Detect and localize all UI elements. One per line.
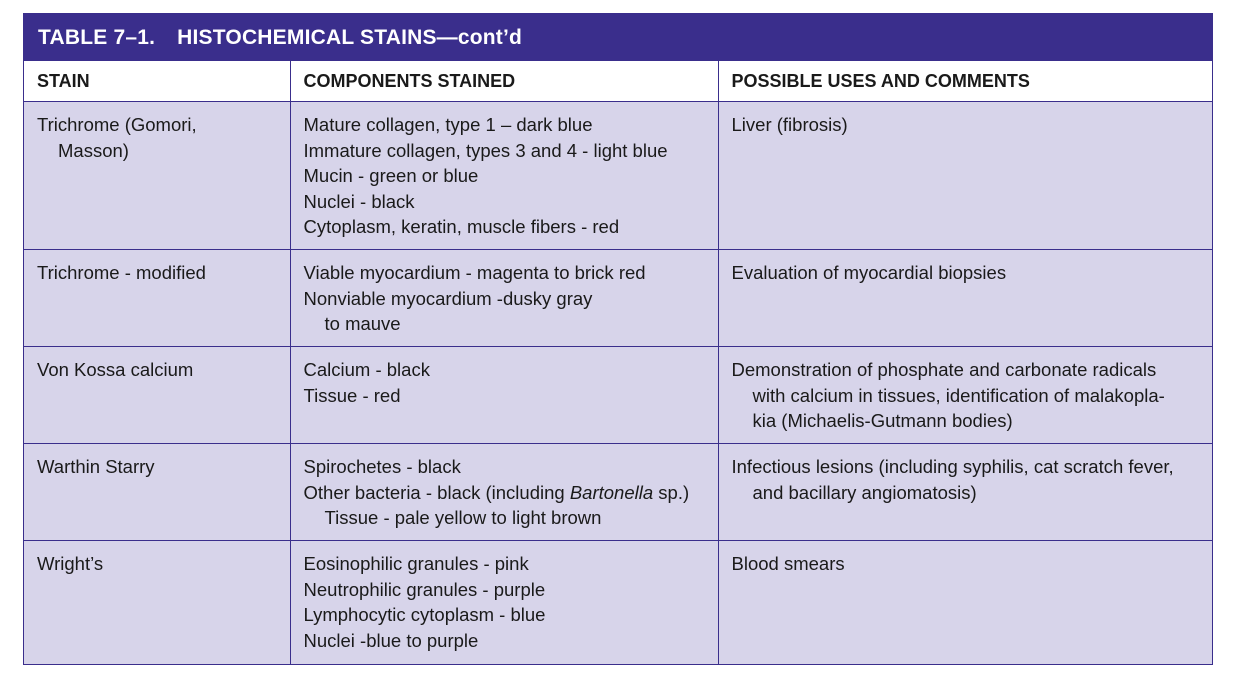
histochemical-stains-table	[23, 13, 1213, 665]
stain-name-line: Warthin Starry	[37, 456, 155, 477]
component-line	[304, 480, 705, 506]
component-line: Immature collagen, types 3 and 4 - light blue	[303, 139, 668, 161]
uses-cell	[718, 541, 1212, 665]
uses-line: Demonstration of phosphate and carbonate radicals	[731, 359, 1157, 380]
component-line: Lymphocytic cytoplasm - blue	[303, 604, 546, 626]
header-row	[24, 61, 1212, 102]
component-text: sp.)	[653, 481, 690, 503]
header-stain: STAIN	[24, 61, 290, 102]
components-cell	[290, 444, 718, 541]
stain-cell	[24, 541, 290, 665]
uses-line: with calcium in tissues, identification of malakopla-	[752, 384, 1165, 406]
uses-line: kia (Michaelis-Gutmann bodies)	[752, 410, 1013, 432]
component-line: Nonviable myocardium -dusky gray	[303, 287, 593, 309]
components-cell	[290, 102, 718, 250]
stain-cell	[24, 347, 290, 444]
components-cell	[290, 541, 718, 665]
table-number: TABLE 7–1.	[38, 25, 156, 49]
component-line: Eosinophilic granules - pink	[303, 553, 529, 574]
uses-line: and bacillary angiomatosis)	[752, 481, 977, 503]
stain-cell	[24, 102, 290, 250]
stain-cell	[24, 250, 290, 347]
stain-cell	[24, 444, 290, 541]
component-line: Tissue - red	[303, 384, 401, 406]
stain-name-line: Von Kossa calcium	[37, 359, 194, 380]
component-line: Mucin - green or blue	[303, 165, 479, 187]
header-uses: POSSIBLE USES AND COMMENTS	[718, 61, 1212, 102]
header-components: COMPONENTS STAINED	[290, 61, 718, 102]
component-line: Calcium - black	[303, 359, 430, 380]
uses-line: Liver (fibrosis)	[731, 114, 848, 135]
components-cell	[290, 250, 718, 347]
uses-line: Evaluation of myocardial biopsies	[731, 262, 1007, 283]
table-row	[24, 102, 1212, 250]
table-title-bar	[24, 14, 1212, 61]
stain-name-line: Trichrome (Gomori,	[37, 114, 197, 135]
component-text: Other bacteria - black (including	[303, 481, 570, 503]
component-line: to mauve	[324, 313, 401, 335]
table-row	[24, 347, 1212, 444]
uses-cell	[718, 347, 1212, 444]
table-title: HISTOCHEMICAL STAINS—cont’d	[177, 25, 523, 49]
stain-name-line: Wright’s	[37, 553, 104, 574]
table-row	[24, 250, 1212, 347]
uses-line: Infectious lesions (including syphilis, cat scratch fever,	[731, 456, 1174, 477]
uses-cell	[718, 444, 1212, 541]
component-line: Tissue - pale yellow to light brown	[324, 507, 602, 529]
component-line: Mature collagen, type 1 – dark blue	[303, 114, 593, 135]
table-row	[24, 541, 1212, 665]
stain-name-line: Trichrome - modified	[37, 262, 206, 283]
component-line: Viable myocardium - magenta to brick red	[303, 262, 646, 283]
uses-line: Blood smears	[731, 553, 845, 574]
component-line: Nuclei -blue to purple	[303, 629, 479, 651]
component-line: Neutrophilic granules - purple	[303, 578, 546, 600]
uses-cell	[718, 250, 1212, 347]
table-row	[24, 444, 1212, 541]
uses-cell	[718, 102, 1212, 250]
stain-name-line: Masson)	[58, 139, 129, 161]
component-line: Spirochetes - black	[303, 456, 461, 477]
organism-name: Bartonella	[569, 481, 654, 503]
stains-grid	[24, 61, 1212, 664]
component-line: Nuclei - black	[303, 190, 415, 212]
components-cell	[290, 347, 718, 444]
component-line: Cytoplasm, keratin, muscle fibers - red	[303, 216, 620, 238]
